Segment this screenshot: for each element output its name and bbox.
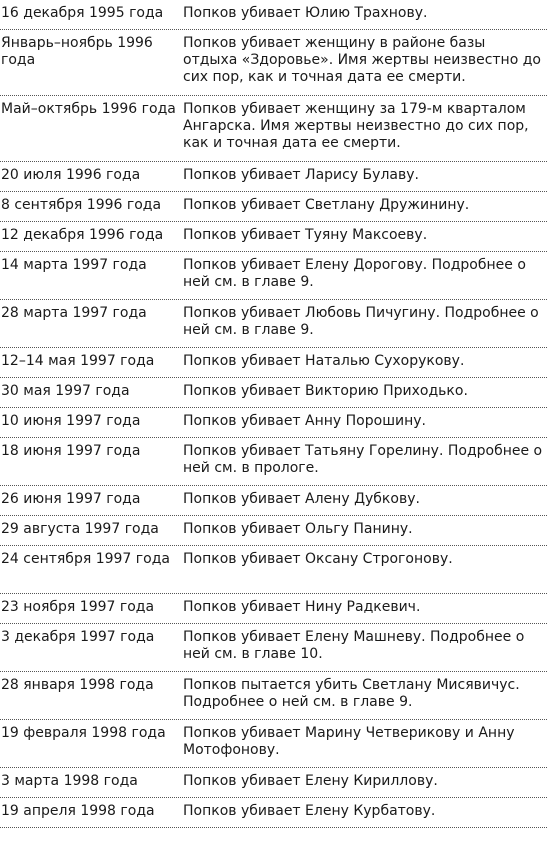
row-event: Попков убивает Ольгу Панину. <box>183 521 413 537</box>
table-row <box>0 672 547 720</box>
table-row <box>0 300 547 348</box>
table-row <box>0 798 547 828</box>
row-date: 30 мая 1997 года <box>1 383 130 399</box>
table-row <box>0 624 547 672</box>
table-row <box>0 546 547 594</box>
row-event: Попков убивает Елену Дорогову. Подробнее о ней см. в главе 9. <box>183 257 526 290</box>
row-event: Попков убивает Юлию Трахнову. <box>183 5 428 21</box>
table-row <box>0 378 547 408</box>
row-date: Январь–ноябрь 1996 года <box>1 35 153 68</box>
row-date: 12 декабря 1996 года <box>1 227 164 243</box>
table-row <box>0 516 547 546</box>
row-event: Попков убивает женщину за 179-м кварталом Ангарска. Имя жертвы неизвестно до сих пор, как и точная дата ее смерти. <box>183 101 529 151</box>
table-row <box>0 594 547 624</box>
row-event: Попков убивает женщину в районе базы отдыха «Здоровье». Имя жертвы неизвестно до сих пор, как и точная дата ее смерти. <box>183 35 541 85</box>
row-date: 3 декабря 1997 года <box>1 629 155 645</box>
table-row <box>0 222 547 252</box>
row-date: 14 марта 1997 года <box>1 257 147 273</box>
row-event: Попков убивает Нину Радкевич. <box>183 599 421 615</box>
table-row <box>0 192 547 222</box>
table-row <box>0 252 547 300</box>
row-event: Попков убивает Марину Четверикову и Анну Мотофонову. <box>183 725 515 758</box>
table-row <box>0 486 547 516</box>
row-date: 28 января 1998 года <box>1 677 154 693</box>
row-event: Попков убивает Наталью Сухорукову. <box>183 353 465 369</box>
row-event: Попков убивает Елену Машневу. Подробнее о ней см. в главе 10. <box>183 629 525 662</box>
row-date: 10 июня 1997 года <box>1 413 141 429</box>
row-date: 8 сентября 1996 года <box>1 197 162 213</box>
row-date: Май–октябрь 1996 года <box>1 101 176 117</box>
table-row <box>0 408 547 438</box>
row-event: Попков убивает Ларису Булаву. <box>183 167 419 183</box>
row-event: Попков убивает Анну Порошину. <box>183 413 426 429</box>
row-date: 28 марта 1997 года <box>1 305 147 321</box>
table-row <box>0 438 547 486</box>
row-event: Попков убивает Алену Дубкову. <box>183 491 420 507</box>
row-event: Попков убивает Светлану Дружинину. <box>183 197 470 213</box>
table-row <box>0 768 547 798</box>
row-event: Попков убивает Оксану Строгонову. <box>183 551 453 567</box>
row-event: Попков убивает Елену Курбатову. <box>183 803 436 819</box>
table-row <box>0 30 547 96</box>
row-event: Попков убивает Елену Кириллову. <box>183 773 438 789</box>
row-date: 18 июня 1997 года <box>1 443 141 459</box>
row-event: Попков убивает Викторию Приходько. <box>183 383 468 399</box>
row-event: Попков убивает Любовь Пичугину. Подробнее о ней см. в главе 9. <box>183 305 539 338</box>
table-row <box>0 0 547 30</box>
row-date: 16 декабря 1995 года <box>1 5 164 21</box>
row-date: 19 апреля 1998 года <box>1 803 155 819</box>
row-date: 20 июля 1996 года <box>1 167 141 183</box>
row-date: 23 ноября 1997 года <box>1 599 155 615</box>
table-row <box>0 348 547 378</box>
row-event: Попков убивает Туяну Максоеву. <box>183 227 428 243</box>
row-date: 3 марта 1998 года <box>1 773 138 789</box>
row-date: 26 июня 1997 года <box>1 491 141 507</box>
table-row <box>0 720 547 768</box>
row-event: Попков убивает Татьяну Горелину. Подробнее о ней см. в прологе. <box>183 443 543 476</box>
table-row <box>0 162 547 192</box>
row-date: 29 августа 1997 года <box>1 521 159 537</box>
row-date: 24 сентября 1997 года <box>1 551 170 567</box>
row-event: Попков пытается убить Светлану Мисявичус. Подробнее о ней см. в главе 9. <box>183 677 520 710</box>
row-date: 19 февраля 1998 года <box>1 725 166 741</box>
row-date: 12–14 мая 1997 года <box>1 353 155 369</box>
table-row <box>0 96 547 162</box>
